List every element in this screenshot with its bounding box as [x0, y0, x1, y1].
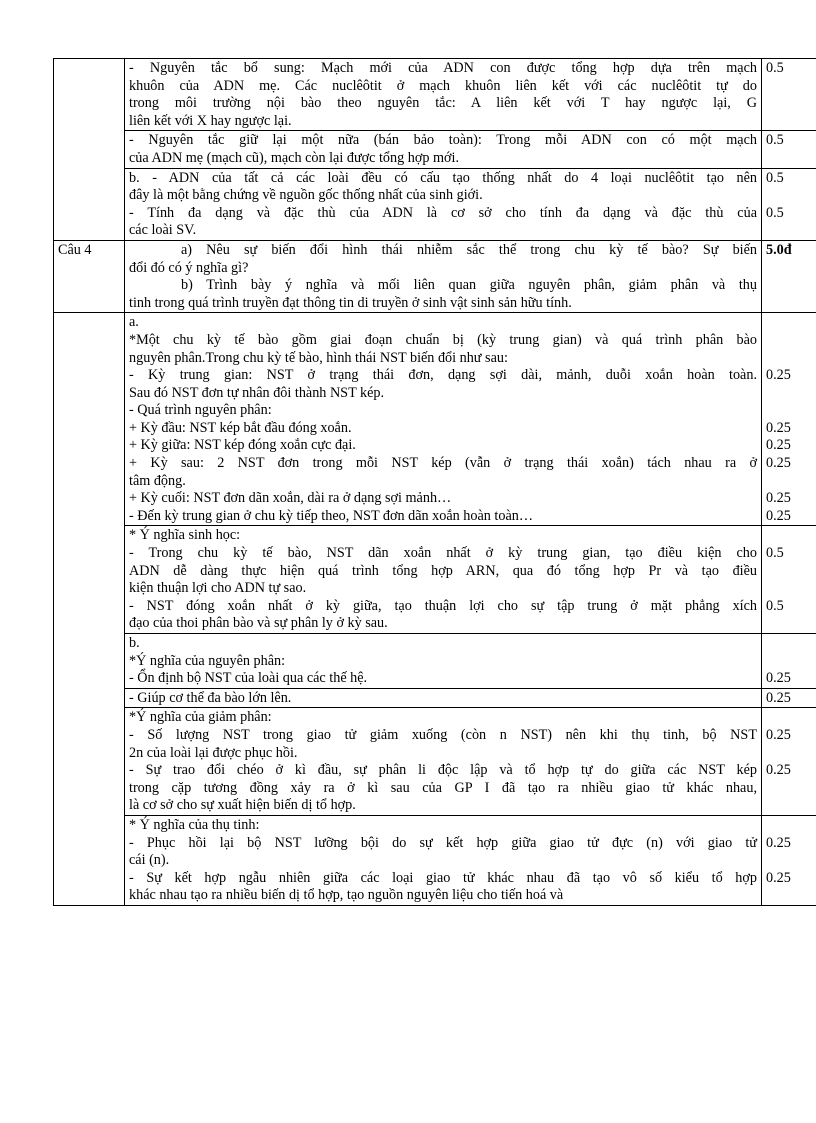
- score-value: [766, 615, 814, 633]
- text-line: * Ý nghĩa của thụ tinh:: [129, 816, 260, 833]
- score-value: [766, 797, 814, 815]
- content-cell: [125, 313, 762, 526]
- text-line: - Nguyên tắc bổ sung: Mạch mới của ADN con được tổng hợp dựa trên mạch: [129, 60, 757, 76]
- text-line: - Sự trao đổi chéo ở kì đầu, sự phân li độc lập và tổ hợp tự do giữa các NST kép: [129, 762, 757, 779]
- text-line: - Đến kỳ trung gian ở chu kỳ tiếp theo, NST đơn dãn xoắn hoàn toàn…: [129, 507, 534, 524]
- text-line: b) Trình bày ý nghĩa và mối liên quan giữa nguyên phân, giảm phân và thụ: [181, 277, 757, 294]
- score-value: 0.25: [766, 689, 791, 706]
- text-line: *Một chu kỳ tế bào gồm giai đoạn chuẩn bị (kỳ trung gian) và quá trình phân bào: [129, 331, 757, 348]
- question-label: Câu 4: [54, 240, 125, 312]
- score-value: [766, 402, 814, 420]
- text-line: b.: [129, 635, 140, 651]
- answer-key-table: [53, 58, 816, 906]
- score-value: [766, 385, 814, 403]
- content-cell: [125, 526, 762, 634]
- question-total-score: 5.0đ: [762, 240, 816, 312]
- text-line: + Kỳ giữa: NST kép đóng xoắn cực đại.: [129, 437, 356, 454]
- score-cell: [762, 59, 816, 131]
- score-value: [766, 113, 814, 131]
- score-value: 0.25: [766, 869, 791, 886]
- text-line: * Ý nghĩa sinh học:: [129, 527, 241, 544]
- score-value: 0.5: [766, 169, 784, 186]
- score-cell: [762, 634, 816, 689]
- text-line: - Phục hồi lại bộ NST lưỡng bội do sự kết hợp giữa giao tử đực (n) với giao tử: [129, 834, 757, 851]
- text-line: kiện thuận lợi cho ADN tự sao.: [129, 580, 307, 597]
- score-value: [766, 150, 814, 168]
- score-cell: [762, 131, 816, 168]
- score-cell: [762, 526, 816, 634]
- score-value: [766, 653, 814, 671]
- score-value: 0.5: [766, 545, 784, 562]
- score-value: 0.5: [766, 597, 784, 614]
- text-line: khuôn của ADN mẹ. Các nuclêôtit ở mạch khuôn liên kết với các nuclêôtit tự do: [129, 77, 757, 94]
- answer-row: [54, 815, 816, 905]
- text-line: *Ý nghĩa của giảm phân:: [129, 709, 272, 726]
- answer-row: [54, 59, 816, 131]
- text-line: *Ý nghĩa của nguyên phân:: [129, 652, 286, 669]
- text-line: 2n của loài lại được phục hồi.: [129, 744, 298, 761]
- text-line: cái (n).: [129, 852, 170, 869]
- score-value: [766, 780, 814, 798]
- score-value: [766, 314, 814, 332]
- text-line: - Quá trình nguyên phân:: [129, 402, 272, 419]
- score-value: [766, 187, 814, 205]
- score-value: [766, 745, 814, 763]
- answer-row: [54, 634, 816, 689]
- text-line: đổi đó có ý nghĩa gì?: [129, 259, 249, 276]
- text-line: ADN dễ dàng thực hiện quá trình tổng hợp ARN, qua đó tổng hợp Pr và tạo điều: [129, 562, 757, 579]
- content-cell: [125, 815, 762, 905]
- score-value: [766, 350, 814, 368]
- score-cell: [762, 815, 816, 905]
- score-value: [766, 332, 814, 350]
- score-cell: [762, 708, 816, 816]
- score-value: 0.25: [766, 670, 791, 687]
- score-value: [766, 563, 814, 581]
- answer-row: [54, 688, 816, 708]
- score-value: 0.5: [766, 204, 784, 221]
- text-line: b. - ADN của tất cả các loài đều có cấu tạo thống nhất do 4 loại nuclêôtit tạo nên: [129, 169, 757, 186]
- score-value: [766, 887, 814, 905]
- score-value: 0.25: [766, 834, 791, 851]
- text-line: - Giúp cơ thể đa bào lớn lên.: [129, 689, 292, 706]
- score-value: 0.25: [766, 419, 791, 436]
- text-line: + Kỳ đầu: NST kép bắt đầu đóng xoắn.: [129, 419, 352, 436]
- answer-row: [54, 168, 816, 240]
- text-line: - Sự kết hợp ngẫu nhiên giữa các loại giao tử khác nhau đã tạo vô số kiểu tổ hợp: [129, 869, 757, 886]
- text-line: - Nguyên tắc giữ lại một nữa (bán bảo toàn): Trong mỗi ADN con có một mạch: [129, 132, 757, 149]
- text-line: tâm động.: [129, 472, 186, 489]
- content-cell: [125, 59, 762, 131]
- text-line: - Kỳ trung gian: NST ở trạng thái đơn, dạng sợi dài, mảnh, duỗi xoắn hoàn toàn.: [129, 367, 757, 384]
- score-value: 0.25: [766, 762, 791, 779]
- text-line: - Ổn định bộ NST của loài qua các thế hệ.: [129, 670, 368, 687]
- score-value: [766, 527, 814, 545]
- text-line: là cơ sở cho sự xuất hiện biến dị tổ hợp.: [129, 797, 356, 814]
- content-cell: [125, 708, 762, 816]
- text-line: a.: [129, 314, 139, 331]
- block-label: [54, 59, 125, 241]
- score-value: 0.25: [766, 455, 791, 472]
- score-cell: [762, 688, 816, 708]
- score-value: 0.25: [766, 367, 791, 384]
- text-line: Sau đó NST đơn tự nhân đôi thành NST kép.: [129, 384, 385, 401]
- text-line: trong cặp tương đồng xảy ra ở kì sau của GP I đã tạo ra nhiều giao tử khác nhau,: [129, 779, 757, 796]
- score-value: [766, 709, 814, 727]
- score-value: [766, 580, 814, 598]
- answer-row: [54, 526, 816, 634]
- text-line: tinh trong quá trình truyền đạt thông tin di truyền ở sinh vật sinh sản hữu tính.: [129, 294, 572, 311]
- score-cell: [762, 168, 816, 240]
- score-value: [766, 635, 814, 653]
- answer-row: [54, 708, 816, 816]
- score-value: [766, 78, 814, 96]
- score-value: 0.5: [766, 132, 784, 149]
- score-value: [766, 95, 814, 113]
- score-value: 0.25: [766, 507, 791, 524]
- text-line: + Kỳ sau: 2 NST đơn trong mỗi NST kép (vẫn ở trạng thái xoắn) tách nhau ra ở: [129, 455, 757, 472]
- text-line: - NST đóng xoắn nhất ở kỳ giữa, tạo thuận lợi cho sự tập trung ở mặt phẳng xích: [129, 597, 757, 614]
- score-value: [766, 852, 814, 870]
- content-cell: [125, 168, 762, 240]
- text-line: liên kết với X hay ngược lại.: [129, 112, 292, 129]
- text-line: đạo của thoi phân bào và sự phân ly ở kỳ sau.: [129, 615, 388, 632]
- content-cell: [125, 634, 762, 689]
- content-cell: [125, 688, 762, 708]
- score-value: 0.25: [766, 437, 791, 454]
- answer-row: [54, 131, 816, 168]
- score-value: [766, 473, 814, 491]
- score-value: [766, 222, 814, 240]
- text-line: trong môi trường nội bào theo nguyên tắc: A liên kết với T hay ngược lại, G: [129, 95, 757, 112]
- text-line: a) Nêu sự biến đổi hình thái nhiễm sắc thể trong chu kỳ tế bào? Sự biến: [181, 241, 757, 258]
- question-row: [54, 240, 816, 312]
- text-line: - Tính đa dạng và đặc thù của ADN là cơ sở cho tính đa dạng và đặc thù của: [129, 204, 757, 221]
- text-line: - Số lượng NST trong giao tử giảm xuống (còn n NST) nên khi thụ tinh, bộ NST: [129, 726, 757, 743]
- text-line: + Kỳ cuối: NST đơn dãn xoắn, dài ra ở dạng sợi mảnh…: [129, 490, 452, 507]
- text-line: của ADN mẹ (mạch cũ), mạch còn lại được tổng hợp mới.: [129, 149, 460, 166]
- text-line: các loài SV.: [129, 222, 197, 239]
- score-value: 0.25: [766, 490, 791, 507]
- content-cell: [125, 131, 762, 168]
- text-line: khác nhau tạo ra nhiều biến dị tổ hợp, tạo nguồn nguyên liệu cho tiến hoá và: [129, 887, 564, 904]
- block-label: [54, 313, 125, 906]
- text-line: - Trong chu kỳ tế bào, NST dãn xoắn nhất ở kỳ trung gian, tạo điều kiện cho: [129, 545, 757, 562]
- score-value: 0.5: [766, 60, 784, 76]
- text-line: nguyên phân.Trong chu kỳ tế bào, hình thái NST biến đổi như sau:: [129, 349, 508, 366]
- answer-row: [54, 313, 816, 526]
- score-value: 0.25: [766, 726, 791, 743]
- score-cell: [762, 313, 816, 526]
- content-cell: [125, 240, 762, 312]
- score-value: [766, 817, 814, 835]
- text-line: đây là một bằng chứng về nguồn gốc thống nhất của sinh giới.: [129, 187, 483, 204]
